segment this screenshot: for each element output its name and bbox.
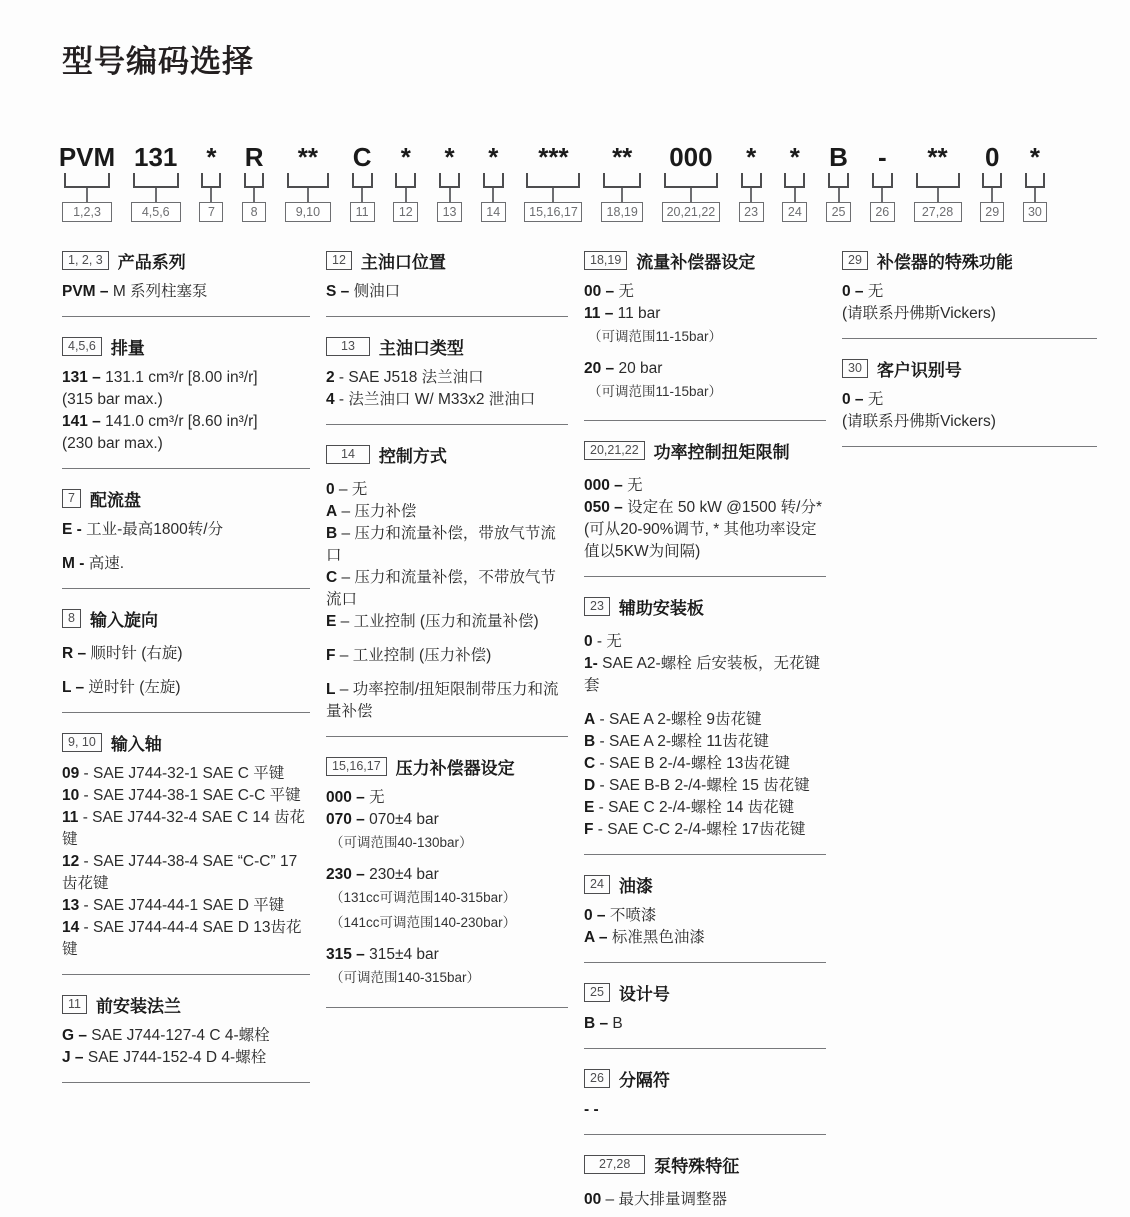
code-segment-pos-12: [393, 143, 418, 222]
bracket-shape: [603, 173, 641, 188]
section-title: 主油口类型: [378, 339, 464, 358]
option-entry: 0 – 不喷漆: [584, 907, 657, 925]
option-entry: （可调范围40-130bar）: [330, 835, 473, 850]
option-entry: 1- SAE A2-螺栓 后安装板，无花键套: [584, 655, 820, 695]
code-segment-pos-25: [826, 143, 851, 222]
option-entry: 2 - SAE J518 法兰油口: [326, 369, 484, 386]
section-title: 配流盘: [89, 491, 141, 510]
option-entry: E - 工业-最高1800转/分: [62, 521, 224, 538]
option-entry: （131cc可调范围140-315bar）: [330, 890, 517, 906]
section-pos-7: [62, 486, 310, 589]
section-header: [62, 992, 310, 1017]
code-value: R: [244, 142, 264, 172]
section-header: [584, 594, 826, 619]
bracket-shape: [982, 173, 1002, 188]
bracket-shape: [133, 173, 179, 188]
section-pos-8: [62, 606, 310, 713]
code-value: *: [488, 142, 499, 172]
connector-line: [690, 188, 692, 202]
section-header: [584, 872, 826, 897]
option-entry: 10 - SAE J744-38-1 SAE C-C 平键: [62, 787, 301, 804]
position-box: 20,21,22: [662, 202, 720, 222]
section-pos-12: [326, 248, 568, 317]
section-pos-11: [62, 992, 310, 1083]
option-entry: L – 逆时针 (左旋): [62, 679, 181, 696]
column-4: [842, 248, 1097, 464]
option-entry: 00 – 最大排量调整器: [584, 1191, 727, 1209]
option-entry: 230 – 230±4 bar: [326, 866, 439, 884]
bracket-shape: [828, 173, 849, 188]
position-box: 12: [393, 202, 418, 222]
section-title: 压力补偿器设定: [395, 759, 515, 778]
option-entry: L – 功率控制/扭矩限制带压力和流量补偿: [326, 681, 559, 720]
position-badge: 14: [326, 445, 370, 464]
code-segment-pos-11: [350, 143, 375, 222]
section-title: 客户识别号: [876, 361, 962, 380]
position-box: 9,10: [285, 202, 331, 222]
connector-line: [838, 188, 840, 202]
option-entry: C - SAE B 2-/4-螺栓 13齿花键: [584, 755, 790, 773]
option-entry: 12 - SAE J744-38-4 SAE “C-C” 17齿花键: [62, 853, 298, 892]
option-entry: （可调范围140-315bar）: [330, 970, 481, 986]
code-segment-pos-27-28: [914, 143, 962, 222]
position-box: 1,2,3: [62, 202, 112, 222]
section-title: 主油口位置: [360, 253, 446, 272]
section-pos-13: [326, 334, 568, 425]
option-entry: 0 - 无: [584, 633, 622, 651]
bracket-shape: [916, 173, 960, 188]
position-box: 27,28: [914, 202, 962, 222]
position-box: 30: [1023, 202, 1047, 222]
option-entry: A – 压力补偿: [326, 503, 417, 520]
option-entry: D - SAE B-B 2-/4-螺栓 15 齿花键: [584, 777, 810, 795]
position-box: 7: [199, 202, 223, 222]
position-box: 4,5,6: [131, 202, 181, 222]
option-entry: A - SAE A 2-螺栓 9齿花键: [584, 711, 762, 729]
option-entry: 11 – 11 bar: [584, 305, 661, 322]
section-pos-9-10: [62, 730, 310, 975]
option-entry: （141cc可调范围140-230bar）: [330, 915, 517, 931]
connector-line: [86, 188, 88, 202]
columns: [62, 248, 1130, 1217]
position-box: 29: [980, 202, 1004, 222]
section-pos-15-16-17: [326, 754, 568, 1008]
section-title: 前安装法兰: [95, 997, 181, 1016]
position-badge: 23: [584, 597, 610, 616]
position-box: 26: [870, 202, 895, 222]
option-entry: (请联系丹佛斯Vickers): [842, 305, 996, 322]
section-header: [326, 442, 568, 467]
bracket-shape: [1025, 173, 1045, 188]
code-segment-pos-15-16-17: [524, 143, 582, 222]
section-header: [62, 606, 310, 631]
option-entry: S – 侧油口: [326, 283, 401, 300]
position-badge: 7: [62, 489, 81, 508]
code-value: **: [612, 142, 633, 172]
position-box: 23: [739, 202, 764, 222]
code-value: *: [789, 142, 800, 172]
option-entry: (315 bar max.): [62, 391, 163, 408]
connector-line: [492, 188, 494, 202]
bracket-shape: [64, 173, 110, 188]
code-segment-pos-20-21-22: [662, 143, 720, 222]
connector-line: [794, 188, 796, 202]
section-pos-20-21-22: [584, 438, 826, 577]
bracket-shape: [483, 173, 504, 188]
bracket-shape: [287, 173, 329, 188]
section-title: 辅助安装板: [618, 599, 704, 619]
option-entry: 13 - SAE J744-44-1 SAE D 平键: [62, 897, 285, 914]
option-entry: 0 – 无: [842, 283, 884, 300]
section-title: 设计号: [618, 985, 670, 1005]
position-badge: 30: [842, 359, 868, 378]
position-badge: 4,5,6: [62, 337, 102, 356]
code-segment-pos-30: [1023, 143, 1047, 222]
section-pos-27-28: [584, 1152, 826, 1217]
option-entry: 070 – 070±4 bar: [326, 811, 439, 828]
option-entry: B - SAE A 2-螺栓 11齿花键: [584, 733, 769, 751]
section-title: 流量补偿器设定: [636, 253, 756, 272]
position-box: 13: [437, 202, 462, 222]
position-badge: 24: [584, 875, 610, 894]
position-badge: 20,21,22: [584, 441, 645, 460]
connector-line: [449, 188, 451, 202]
connector-line: [210, 188, 212, 202]
position-box: 14: [481, 202, 506, 222]
section-pos-30: [842, 356, 1097, 447]
option-entry: (可从20-90%调节, * 其他功率设定值以5KW为间隔): [584, 521, 817, 561]
code-value: B: [829, 142, 848, 172]
section-header: [584, 248, 826, 273]
section-header: [62, 730, 310, 755]
code-value: -: [877, 142, 887, 172]
code-value: **: [297, 142, 318, 172]
section-pos-25: [584, 980, 826, 1049]
column-3: [584, 248, 826, 1217]
section-pos-26: [584, 1066, 826, 1135]
bracket-shape: [244, 173, 264, 188]
connector-line: [750, 188, 752, 202]
position-badge: 13: [326, 337, 370, 356]
option-entry: A – 标准黑色油漆: [584, 929, 705, 947]
bracket-shape: [395, 173, 416, 188]
code-segment-pos-7: [199, 143, 223, 222]
connector-line: [361, 188, 363, 202]
position-box: 25: [826, 202, 851, 222]
connector-line: [621, 188, 623, 202]
option-entry: （可调范围11-15bar）: [588, 384, 723, 400]
section-title: 功率控制扭矩限制: [653, 443, 790, 463]
model-code-row: [58, 142, 1047, 222]
bracket-shape: [352, 173, 373, 188]
section-header: [584, 438, 826, 463]
code-segment-pos-1-2-3: [58, 142, 116, 222]
section-header: [584, 1152, 826, 1177]
option-entry: 050 – 设定在 50 kW @1500 转/分*: [584, 499, 823, 517]
connector-line: [405, 188, 407, 202]
option-entry: - -: [584, 1101, 599, 1119]
option-entry: (请联系丹佛斯Vickers): [842, 413, 996, 430]
section-title: 补偿器的特殊功能: [876, 253, 1013, 272]
connector-line: [1034, 188, 1036, 202]
position-box: 18,19: [601, 202, 643, 222]
bracket-shape: [741, 173, 762, 188]
code-segment-pos-4-5-6: [131, 143, 181, 222]
section-header: [62, 334, 310, 359]
option-entry: 000 – 无: [584, 477, 643, 495]
option-entry: 315 – 315±4 bar: [326, 946, 439, 964]
section-header: [326, 248, 568, 273]
column-1: [62, 248, 310, 1100]
position-box: 8: [242, 202, 266, 222]
code-segment-pos-9-10: [285, 143, 331, 222]
section-title: 产品系列: [117, 253, 186, 272]
option-entry: 00 – 无: [584, 283, 634, 300]
position-badge: 11: [62, 995, 87, 1014]
option-entry: M - 高速.: [62, 555, 125, 572]
code-value: 000: [669, 142, 713, 172]
section-pos-24: [584, 872, 826, 963]
position-badge: 29: [842, 251, 868, 270]
position-badge: 1, 2, 3: [62, 251, 109, 270]
section-pos-18-19: [584, 248, 826, 421]
code-segment-pos-23: [739, 143, 764, 222]
position-box: 24: [782, 202, 807, 222]
section-pos-1-2-3: [62, 248, 310, 317]
code-value: PVM: [58, 142, 116, 172]
section-header: [62, 248, 310, 273]
option-entry: 09 - SAE J744-32-1 SAE C 平键: [62, 765, 285, 782]
bracket-shape: [439, 173, 460, 188]
option-entry: 000 – 无: [326, 789, 385, 806]
connector-line: [881, 188, 883, 202]
position-badge: 25: [584, 983, 610, 1002]
code-segment-pos-18-19: [601, 143, 643, 222]
column-2: [326, 248, 568, 1025]
page-title: 型号编码选择: [62, 44, 254, 79]
bracket-shape: [526, 173, 580, 188]
option-entry: G – SAE J744-127-4 C 4-螺栓: [62, 1027, 270, 1044]
option-entry: F – 工业控制 (压力补偿): [326, 647, 492, 664]
option-entry: 0 – 无: [326, 481, 368, 498]
bracket-shape: [201, 173, 221, 188]
code-segment-pos-26: [870, 143, 895, 222]
code-value: ***: [538, 142, 569, 172]
option-entry: 131 – 131.1 cm³/r [8.00 in³/r]: [62, 369, 258, 386]
section-header: [326, 334, 568, 359]
position-box: 11: [350, 202, 375, 222]
bracket-shape: [872, 173, 893, 188]
code-value: *: [400, 142, 411, 172]
section-header: [326, 754, 568, 779]
position-badge: 15,16,17: [326, 757, 387, 776]
section-pos-23: [584, 594, 826, 855]
section-title: 输入旋向: [89, 611, 158, 630]
bracket-shape: [784, 173, 805, 188]
connector-line: [155, 188, 157, 202]
option-entry: F - SAE C-C 2-/4-螺栓 17齿花键: [584, 821, 806, 839]
code-value: **: [927, 142, 948, 172]
position-badge: 27,28: [584, 1155, 645, 1174]
code-segment-pos-29: [980, 143, 1004, 222]
code-value: C: [352, 142, 372, 172]
option-entry: B – 压力和流量补偿，带放气节流口: [326, 525, 556, 564]
code-value: *: [444, 142, 455, 172]
option-entry: 141 – 141.0 cm³/r [8.60 in³/r]: [62, 413, 258, 430]
code-segment-pos-14: [481, 143, 506, 222]
connector-line: [307, 188, 309, 202]
section-title: 分隔符: [618, 1071, 670, 1091]
code-value: *: [746, 142, 757, 172]
code-value: *: [206, 142, 217, 172]
position-badge: 9, 10: [62, 733, 102, 752]
connector-line: [253, 188, 255, 202]
section-title: 控制方式: [378, 447, 447, 466]
position-box: 15,16,17: [524, 202, 582, 222]
section-header: [584, 980, 826, 1005]
section-title: 排量: [110, 339, 145, 358]
option-entry: R – 顺时针 (右旋): [62, 645, 183, 662]
section-header: [584, 1066, 826, 1091]
position-badge: 26: [584, 1069, 610, 1088]
connector-line: [552, 188, 554, 202]
option-entry: 4 - 法兰油口 W/ M33x2 泄油口: [326, 391, 536, 408]
option-entry: 20 – 20 bar: [584, 360, 663, 378]
connector-line: [991, 188, 993, 202]
option-entry: （可调范围11-15bar）: [588, 329, 723, 344]
option-entry: E - SAE C 2-/4-螺栓 14 齿花键: [584, 799, 795, 817]
option-entry: B – B: [584, 1015, 623, 1033]
option-entry: PVM – M 系列柱塞泵: [62, 283, 208, 300]
code-segment-pos-24: [782, 143, 807, 222]
section-pos-14: [326, 442, 568, 737]
section-pos-4-5-6: [62, 334, 310, 469]
code-value: 131: [134, 142, 178, 172]
code-segment-pos-8: [242, 143, 266, 222]
option-entry: 14 - SAE J744-44-4 SAE D 13齿花键: [62, 919, 302, 958]
code-segment-pos-13: [437, 143, 462, 222]
section-title: 泵特殊特征: [654, 1157, 740, 1177]
option-entry: J – SAE J744-152-4 D 4-螺栓: [62, 1049, 267, 1066]
position-badge: 8: [62, 609, 81, 628]
position-badge: 18,19: [584, 251, 627, 270]
section-title: 油漆: [618, 877, 653, 897]
code-value: 0: [984, 142, 1000, 172]
connector-line: [937, 188, 939, 202]
code-value: *: [1029, 142, 1040, 172]
bracket-shape: [664, 173, 718, 188]
option-entry: 0 – 无: [842, 391, 884, 408]
section-header: [842, 356, 1097, 381]
option-entry: 11 - SAE J744-32-4 SAE C 14 齿花键: [62, 809, 305, 848]
option-entry: E – 工业控制 (压力和流量补偿): [326, 613, 539, 630]
position-badge: 12: [326, 251, 352, 270]
section-header: [842, 248, 1097, 273]
section-pos-29: [842, 248, 1097, 339]
section-title: 输入轴: [110, 735, 162, 754]
option-entry: (230 bar max.): [62, 435, 163, 452]
option-entry: C – 压力和流量补偿，不带放气节流口: [326, 569, 556, 608]
section-header: [62, 486, 310, 511]
